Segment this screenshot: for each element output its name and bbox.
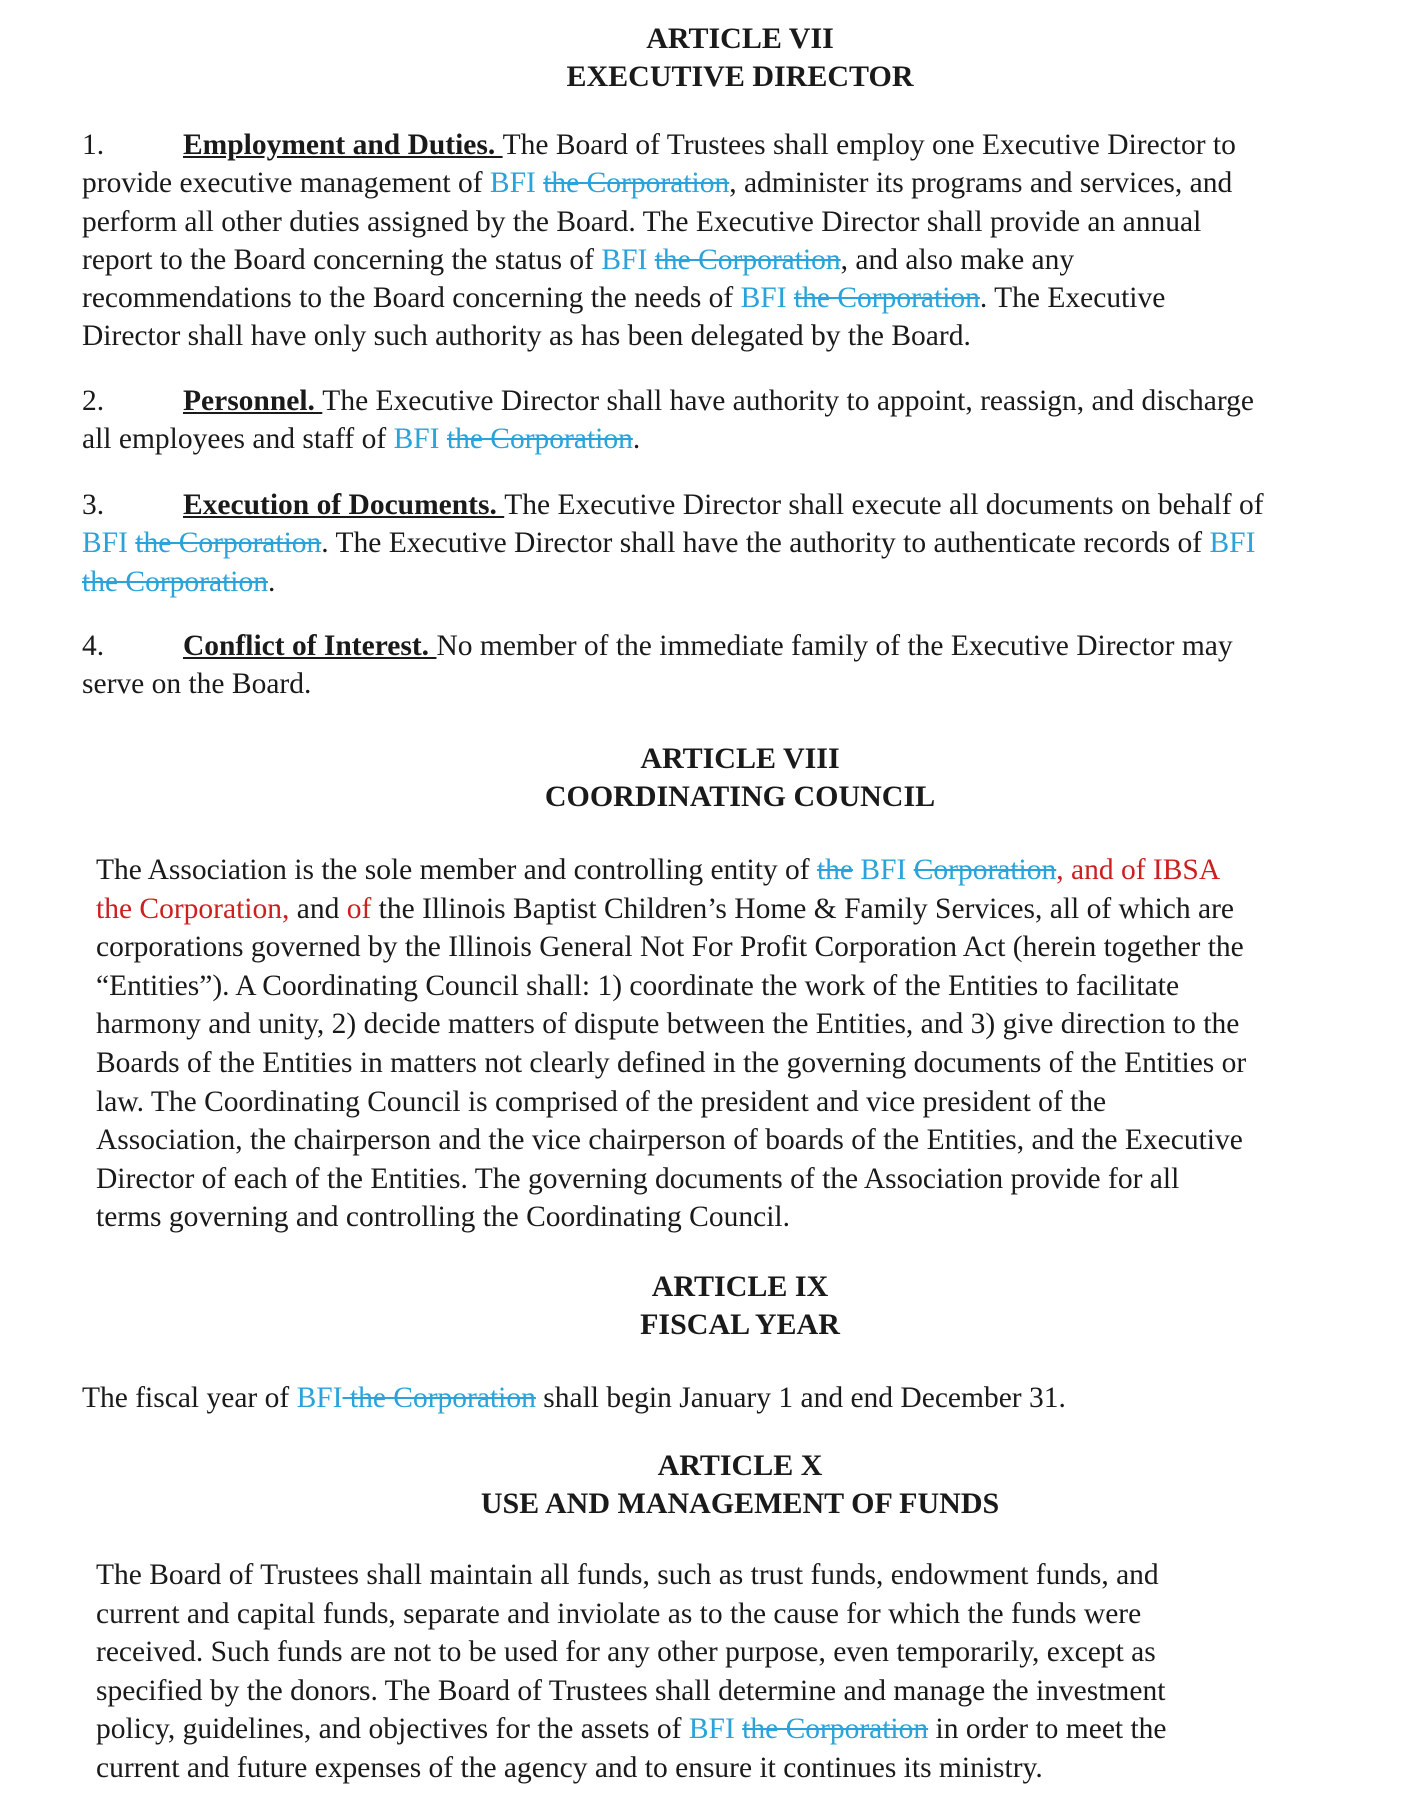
section-number: 1. <box>82 129 105 161</box>
inserted-text: BFI <box>82 527 136 560</box>
deleted-text: the <box>816 854 854 886</box>
article-9-title: FISCAL YEAR <box>640 1308 840 1341</box>
deleted-text: the Corporation <box>543 167 730 200</box>
section-personnel: 2. Personnel. The Executive Director shall have authority to appoint, reassign, and discharge all employees and staff of BFI the Corporation. <box>82 382 1254 459</box>
fiscal-year-paragraph: The fiscal year of BFI the Corporation shall begin January 1 and end December 31. <box>82 1382 1066 1414</box>
red-inserted-text: of <box>346 892 372 925</box>
section-title: Conflict of Interest. <box>183 630 437 662</box>
section-title: Employment and Duties. <box>183 129 503 161</box>
article-8-heading <box>0 740 1423 816</box>
deleted-text: Corporation <box>913 854 1057 886</box>
section-employment-and-duties: 1. Employment and Duties. The Board of Trustees shall employ one Executive Director to provide executive management of BFI the Corporation, administer its programs and services, and perform all other duties assigned by the Board. The Executive Director shall provide an annual report to the Board concerning the status of BFI the Corporation, and also make any recommendations to the Board concerning the needs of BFI the Corporation. The Executive Director shall have only such authority as has been delegated by the Board. <box>82 126 1236 356</box>
coordinating-council-paragraph: The Association is the sole member and controlling entity of the BFI Corporation, and of IBSA the Corporation, and of the Illinois Baptist Children’s Home & Family Services, all of which are corporations governed by the Illinois General Not For Profit Corporation Act (herein together the “Entities”). A Coordinating Council shall: 1) coordinate the work of the Entities to facilitate harmony and unity, 2) decide matters of dispute between the Entities, and 3) give direction to the Boards of the Entities in matters not clearly defined in the governing documents of the Entities or law. The Coordinating Council is comprised of the president and vice president of the Association, the chairperson and the vice chairperson of boards of the Entities, and the Executive Director of each of the Entities. The governing documents of the Association provide for all terms governing and controlling the Coordinating Council. <box>96 854 1247 1234</box>
inserted-text: BFI <box>853 854 914 886</box>
inserted-text: BFI <box>296 1382 343 1414</box>
red-inserted-text: , and of IBSA <box>1056 854 1221 886</box>
article-10-heading <box>0 1447 1423 1523</box>
section-number: 4. <box>82 630 105 662</box>
inserted-text: BFI <box>489 167 544 200</box>
deleted-text: the Corporation <box>135 527 322 560</box>
use-and-management-of-funds-paragraph: The Board of Trustees shall maintain all funds, such as trust funds, endowment funds, and current and capital funds, separate and inviolate as to the cause for which the funds were received. Such funds are not to be used for any other purpose, even temporarily, except as specified by the donors. The Board of Trustees shall determine and manage the investment policy, guidelines, and objectives for the assets of BFI the Corporation in order to meet the current and future expenses of the agency and to ensure it continues its ministry. <box>96 1559 1167 1784</box>
section-number: 2. <box>82 385 105 417</box>
article-10-number: ARTICLE X <box>657 1449 823 1482</box>
article-7-heading <box>0 20 1423 96</box>
section-number: 3. <box>82 489 105 521</box>
deleted-text: the Corporation <box>742 1713 929 1746</box>
deleted-text: the Corporation <box>654 243 841 276</box>
section-title: Personnel. <box>183 385 323 417</box>
article-7-number: ARTICLE VII <box>646 22 834 55</box>
article-9-number: ARTICLE IX <box>651 1270 829 1303</box>
deleted-text: the Corporation <box>342 1382 536 1414</box>
section-execution-of-documents: 3. Execution of Documents. The Executive Director shall execute all documents on behalf of BFI the Corporation. The Executive Director shall have the authority to authenticate records of BFI the Corporation. <box>82 486 1264 601</box>
inserted-text: BFI <box>1209 527 1256 560</box>
inserted-text: BFI <box>393 423 447 456</box>
inserted-text: BFI <box>601 243 655 276</box>
deleted-text: the Corporation <box>793 282 980 315</box>
deleted-text: the Corporation <box>82 565 268 598</box>
article-8-title: COORDINATING COUNCIL <box>544 780 936 813</box>
deleted-text: the Corporation <box>446 423 633 456</box>
article-9-heading <box>0 1268 1423 1344</box>
article-7-title: EXECUTIVE DIRECTOR <box>566 60 914 93</box>
inserted-text: BFI <box>688 1713 743 1746</box>
inserted-text: BFI <box>740 282 794 315</box>
section-conflict-of-interest: 4. Conflict of Interest. No member of the immediate family of the Executive Director may serve on the Board. <box>82 627 1233 704</box>
article-8-number: ARTICLE VIII <box>640 742 840 775</box>
red-inserted-text: the Corporation, <box>96 892 290 925</box>
article-10-title: USE AND MANAGEMENT OF FUNDS <box>480 1487 1000 1520</box>
section-title: Execution of Documents. <box>183 489 505 521</box>
